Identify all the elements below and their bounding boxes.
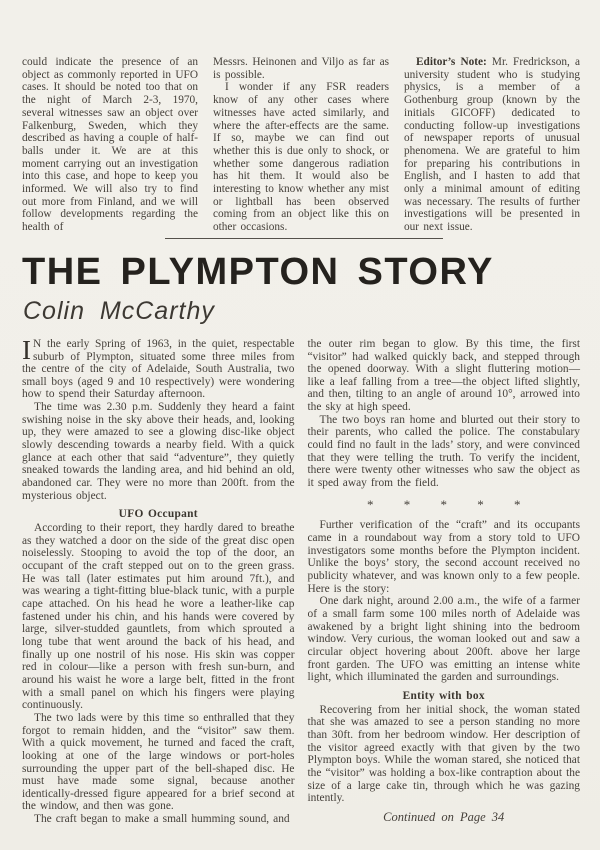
- opening-paragraph-text: N the early Spring of 1963, in the quiet, respectable suburb of Plympton, situated some three miles from the centre of the city of Adelaide, South Australia, two small boys (aged 9 and 10 respectively) were wondering how to spend their Saturday afternoon.: [22, 337, 295, 401]
- body-paragraph: Recovering from her initial shock, the woman stated that she was amazed to see a person standing no more than 30ft. from her bedroom window. Her description of the visitor agreed exactly with that given by the two Plympton boys. While the woman stared, she noticed that the “visitor” was holding a box-like contraption about the size of a large cake tin, through which he was gazing intently.: [307, 703, 580, 805]
- body-column-right: [308, 338, 581, 826]
- continued-note: Continued on Page 34: [383, 809, 505, 824]
- top-column-1: [22, 56, 198, 234]
- article-body: [22, 334, 580, 826]
- editors-note-label: Editor’s Note:: [416, 56, 487, 68]
- body-paragraph: The craft began to make a small humming sound, and: [34, 813, 290, 826]
- body-paragraph: The time was 2.30 p.m. Suddenly they heard a faint swishing noise in the sky above their heads, and, looking up, they were amazed to see a glowing disc-like object slowly descending towards a nearby field. With a quick glance at each other that said “adventure”, they quietly sneaked towards the landing area, and hid behind an old, abandoned car. They were no more than 200ft. from the mysterious object.: [22, 401, 295, 502]
- top-column-2: [213, 56, 389, 234]
- section-divider-rule: [165, 238, 443, 239]
- body-paragraph: The two lads were by this time so enthralled that they forgot to remain hidden, and the “visitor” saw them. With a quick movement, he turned and faced the craft, looking at one of the large windows or port-holes surrounding the upper part of the bell-shaped disc. He must have made some signal, because another identically-dressed figure appeared for a brief second at the window, and then was gone.: [22, 711, 295, 813]
- body-paragraph: According to their report, they hardly dared to breathe as they watched a door on the side of the great disc open noiselessly. Stooping to avoid the top of the door, an occupant of the craft stepped out on to the green grass. He was tall (later estimates put him around 7ft.), and was wearing a tight-fitting blue-black tunic, with a purple cape attached. On his head he wore a leather-like cap fastened under his chin, and his hands were covered by large, silver-studded gauntlets, from which sprouted a long tube that went around the back of his head, and finally up one nostril of his nose. His skin was copper red in colour—like a person with fresh sun-burn, and around his waist he wore a large belt, fitted in the front with a small panel on which his fingers were playing continuously.: [22, 522, 295, 712]
- article-title: THE PLYMPTON STORY: [22, 250, 494, 293]
- article-byline: Colin McCarthy: [23, 296, 215, 325]
- top-col2-paragraph-1: Messrs. Heinonen and Viljo as far as is possible.: [213, 56, 389, 81]
- editors-note-paragraph: [404, 56, 580, 234]
- top-col1-paragraph: could indicate the presence of an object as commonly reported in UFO cases. It should be noted too that on the night of March 2-3, 1970, several witnesses saw an object over Falkenburg, Sweden, which they described as having a couple of half-balls under it. We are at this moment carrying out an investigation into this case, and hope to keep you informed. We will also try to find out more from Finland, and we will follow developments regarding the health of: [22, 56, 198, 234]
- editors-note-text: Mr. Fredrickson, a university student who is studying physics, is a member of a Gothenburg group (known by the initials GICOFF) dedicated to conducting follow-up investigations of newspaper reports of unusual phenomena. We are grateful to him for preparing his contributions in English, and I hasten to add that only a minimal amount of editing was necessary. The results of further investigations will be presented in our next issue.: [404, 56, 580, 234]
- body-paragraph-continuation: the outer rim began to glow. By this time, the first “visitor” had walked quickly back, and stepped through the opened doorway. With a slight fluttering motion— like a leaf falling from a tree—the object lifted slightly, and then, tilting to an angle of around 10°, arrowed into the sky at high speed.: [307, 337, 580, 414]
- body-column-left: [22, 334, 295, 826]
- top-section: [22, 56, 580, 234]
- top-col2-paragraph-2: I wonder if any FSR readers know of any other cases where witnesses have acted similarly, and where the after-effects are the same. If so, maybe we can find out whether this is due only to shock, or whether some dangerous radiation has hit them. It would also be interesting to know whether any mist or lightball has been observed coming from an object like this on other occasions.: [213, 81, 389, 234]
- subheading-ufo-occupant: UFO Occupant: [118, 508, 198, 521]
- subheading-entity-with-box: Entity with box: [402, 689, 485, 702]
- body-paragraph: Further verification of the “craft” and its occupants came in a roundabout way from a story told to UFO investigators some months before the Plympton incident. Unlike the boys’ story, the second account received no publicity whatever, and was known only to a few people. Here is the story:: [307, 519, 580, 595]
- body-paragraph: One dark night, around 2.00 a.m., the wife of a farmer of a small farm some 100 miles north of Adelaide was awakened by a bright light shining into the bedroom window. Very curious, the woman looked out and saw a circular object hovering about 200ft. above her large front garden. The UFO was emitting an intense white light, which illuminated the garden and surroundings.: [307, 595, 580, 684]
- top-column-3: [404, 56, 580, 234]
- drop-cap: I: [22, 334, 31, 365]
- body-paragraph: The two boys ran home and blurted out their story to their parents, who called the police. The constabulary could find no fault in the lads’ story, and were convinced that they were telling the truth. To verify the incident, there were twenty other witnesses who saw the object as it sped away from the field.: [307, 413, 580, 490]
- body-paragraph-opening: [22, 334, 295, 401]
- asterisk-separator: * * * * *: [367, 496, 521, 512]
